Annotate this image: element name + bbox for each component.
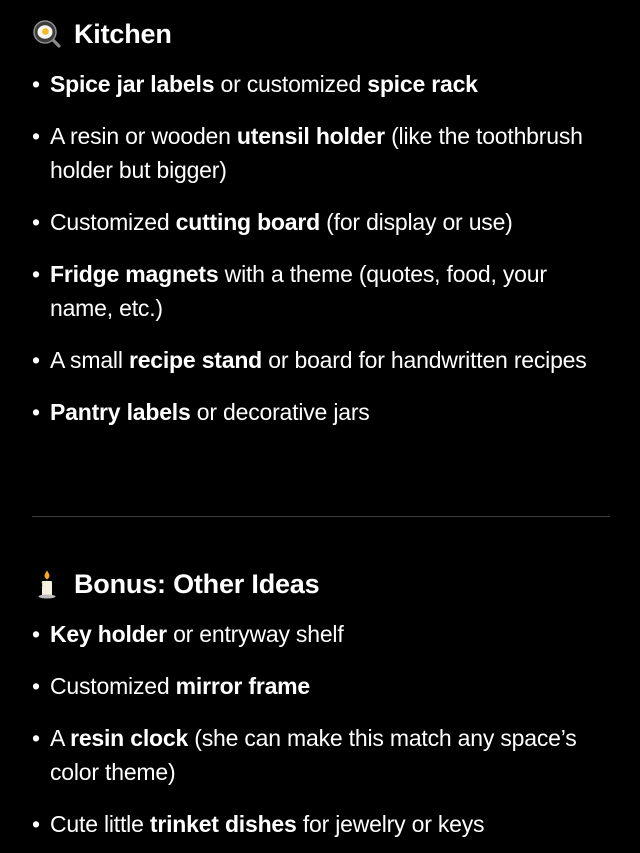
bold-phrase: cutting board (175, 209, 320, 235)
bullet: • (32, 621, 40, 647)
list-item-text (50, 261, 547, 321)
list-item (32, 257, 610, 325)
list-item-text (50, 725, 577, 785)
text-run: for jewelry or keys (296, 811, 485, 837)
bold-phrase: trinket dishes (149, 811, 297, 837)
bullet: • (32, 209, 40, 235)
list-item-text (50, 71, 478, 97)
bold-phrase: Spice jar labels (50, 71, 215, 97)
frying-pan-egg-icon (32, 19, 62, 49)
list-item-text (50, 399, 370, 425)
list-item-text (50, 123, 583, 183)
text-run: or board for handwritten recipes (262, 347, 587, 373)
list-item (32, 119, 610, 187)
section-divider (32, 516, 610, 517)
list-item (32, 343, 610, 377)
text-run: (like the toothbrush holder but bigger) (50, 123, 583, 183)
bold-phrase: Fridge magnets (50, 261, 219, 287)
bullet: • (32, 673, 40, 699)
list-item-text (50, 811, 484, 837)
text-run: A small (50, 347, 129, 373)
text-run: with a theme (quotes, food, your name, etc.) (50, 261, 547, 321)
section-kitchen (32, 14, 610, 429)
text-run: Cute little (50, 811, 150, 837)
bullet: • (32, 261, 40, 287)
list-item (32, 669, 610, 703)
idea-list (32, 617, 610, 841)
bold-phrase: recipe stand (128, 347, 263, 373)
list-item-text (50, 209, 513, 235)
bullet: • (32, 71, 40, 97)
section-bonus (32, 564, 610, 841)
text-run: (she can make this match any space’s color theme) (50, 725, 577, 785)
list-item-text (50, 347, 587, 373)
list-item (32, 205, 610, 239)
text-run: (for display or use) (319, 209, 513, 235)
section-title: Kitchen (74, 18, 172, 49)
text-run: or decorative jars (190, 399, 370, 425)
list-item (32, 721, 610, 789)
bold-phrase: mirror frame (175, 673, 311, 699)
bold-phrase: spice rack (367, 71, 478, 97)
bullet: • (32, 811, 40, 837)
bold-phrase: Pantry labels (50, 399, 191, 425)
list-item (32, 67, 610, 101)
list-item (32, 807, 610, 841)
section-heading (32, 14, 610, 54)
bold-phrase: resin clock (70, 725, 189, 751)
bullet: • (32, 123, 40, 149)
list-item (32, 395, 610, 429)
text-run: or entryway shelf (166, 621, 344, 647)
text-run: or customized (214, 71, 368, 97)
bullet: • (32, 725, 40, 751)
bullet: • (32, 347, 40, 373)
bold-phrase: Key holder (50, 621, 167, 647)
text-run: A resin or wooden (50, 123, 237, 149)
candle-icon (32, 569, 62, 599)
text-run: Customized (50, 209, 176, 235)
bold-phrase: utensil holder (236, 123, 385, 149)
text-run: A (50, 725, 71, 751)
idea-list (32, 67, 610, 429)
bullet: • (32, 399, 40, 425)
list-item (32, 617, 610, 651)
list-item-text (50, 673, 310, 699)
text-run: Customized (50, 673, 176, 699)
list-item-text (50, 621, 344, 647)
section-heading (32, 564, 610, 604)
section-title: Bonus: Other Ideas (74, 568, 320, 599)
